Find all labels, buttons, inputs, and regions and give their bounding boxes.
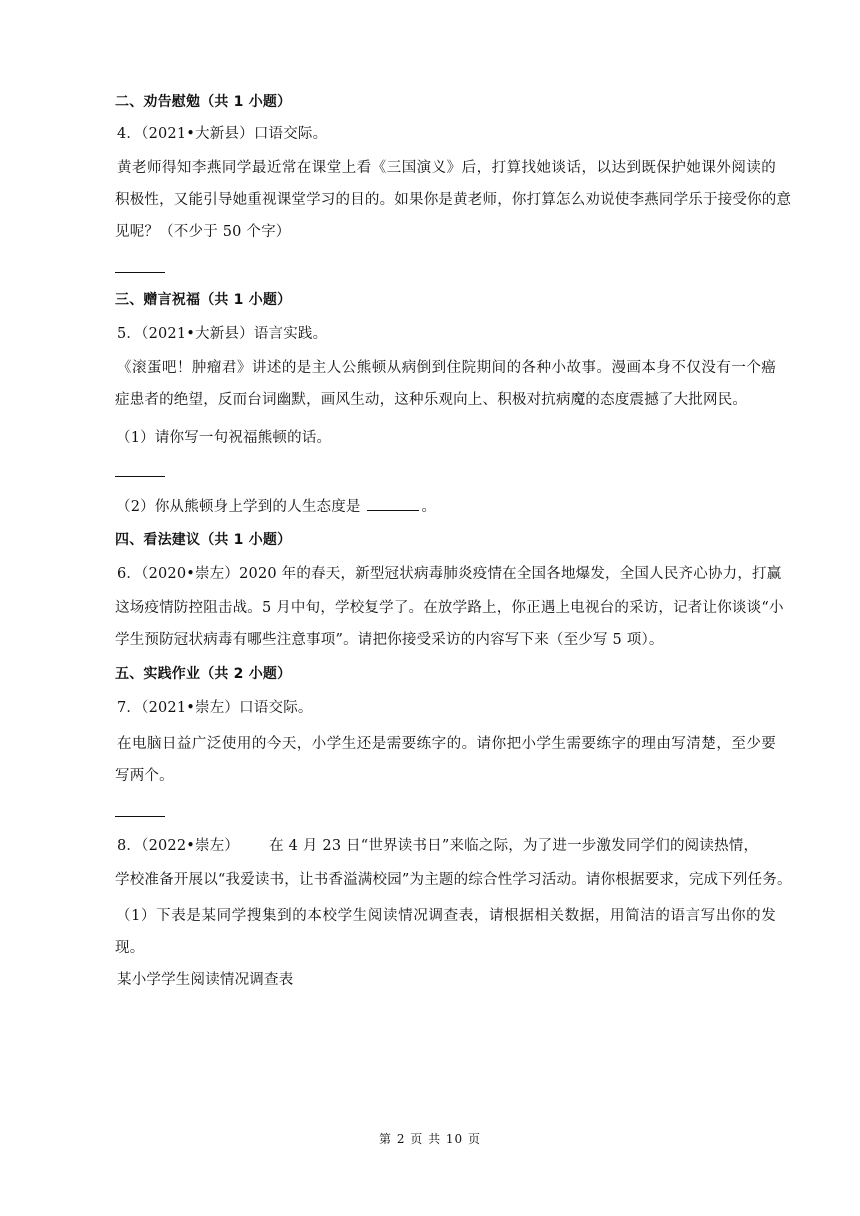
section-heading-4: 四、看法建议（共 1 小题） — [115, 532, 292, 548]
answer-blank-q5-2[interactable] — [367, 496, 419, 511]
page-footer: 第 2 页 共 10 页 — [379, 1132, 481, 1146]
question-4-prefix: 4．（2021•大新县）口语交际。 — [117, 126, 328, 142]
answer-blank-q4[interactable] — [115, 272, 165, 273]
question-4-line-1: 黄老师得知李燕同学最近常在课堂上看《三国演义》后，打算找她谈话，以达到既保护她课外阅读的 — [117, 160, 776, 176]
question-8-sub-1-line-2: 现。 — [115, 940, 145, 956]
question-5-sub-2-text: （2）你从熊顿身上学到的人生态度是 — [116, 499, 366, 515]
question-5-prefix: 5．（2021•大新县）语言实践。 — [117, 326, 328, 342]
question-8-line-2: 学校准备开展以“我爱读书，让书香溢满校园”为主题的综合性学习活动。请你根据要求，完成下列任务。 — [115, 872, 792, 888]
question-7-prefix: 7．（2021•崇左）口语交际。 — [117, 700, 313, 716]
question-5-sub-2 — [116, 496, 776, 517]
question-6-line-1: 6．（2020•崇左）2020 年的春天，新型冠状病毒肺炎疫情在全国各地爆发，全国人民齐心协力，打赢 — [117, 566, 782, 582]
answer-blank-q5-1[interactable] — [115, 476, 165, 477]
question-8-intro: 在 4 月 23 日“世界读书日”来临之际，为了进一步激发同学们的阅读热情， — [269, 838, 759, 854]
question-5-sub-2-end: 。 — [421, 499, 437, 515]
question-8-sub-1-line-1: （1）下表是某同学搜集到的本校学生阅读情况调查表，请根据相关数据，用简洁的语言写出你的发 — [116, 908, 776, 924]
question-5-line-1: 《滚蛋吧！肿瘤君》讲述的是主人公熊顿从病倒到住院期间的各种小故事。漫画本身不仅没有一个癌 — [117, 360, 776, 376]
question-7-line-2: 写两个。 — [115, 768, 174, 784]
table-title: 某小学学生阅读情况调查表 — [117, 972, 294, 988]
question-6-line-2: 这场疫情防控阻击战。5 月中旬，学校复学了。在放学路上，你正遇上电视台的采访，记者让你谈谈“小 — [115, 600, 784, 616]
question-6-line-3: 学生预防冠状病毒有哪些注意事项”。请把你接受采访的内容写下来（至少写 5 项）。 — [115, 632, 664, 648]
section-heading-3: 三、赠言祝福（共 1 小题） — [115, 292, 292, 308]
section-heading-5: 五、实践作业（共 2 小题） — [115, 666, 292, 682]
question-5-sub-1: （1）请你写一句祝福熊顿的话。 — [116, 430, 332, 446]
section-heading-2: 二、劝告慰勉（共 1 小题） — [115, 94, 292, 110]
question-4-line-3: 见呢？（不少于 50 个字） — [115, 224, 291, 240]
question-5-line-2: 症患者的绝望，反而台词幽默，画风生动，这种乐观向上、积极对抗病魔的态度震撼了大批网民。 — [115, 392, 748, 408]
question-8-source: 8．（2022•崇左） — [117, 838, 240, 854]
question-7-line-1: 在电脑日益广泛使用的今天，小学生还是需要练字的。请你把小学生需要练字的理由写清楚，至少要 — [117, 736, 776, 752]
answer-blank-q7[interactable] — [115, 816, 165, 817]
question-8-line-1 — [117, 836, 776, 856]
question-4-line-2: 积极性，又能引导她重视课堂学习的目的。如果你是黄老师，你打算怎么劝说使李燕同学乐于接受你的意 — [115, 192, 792, 208]
